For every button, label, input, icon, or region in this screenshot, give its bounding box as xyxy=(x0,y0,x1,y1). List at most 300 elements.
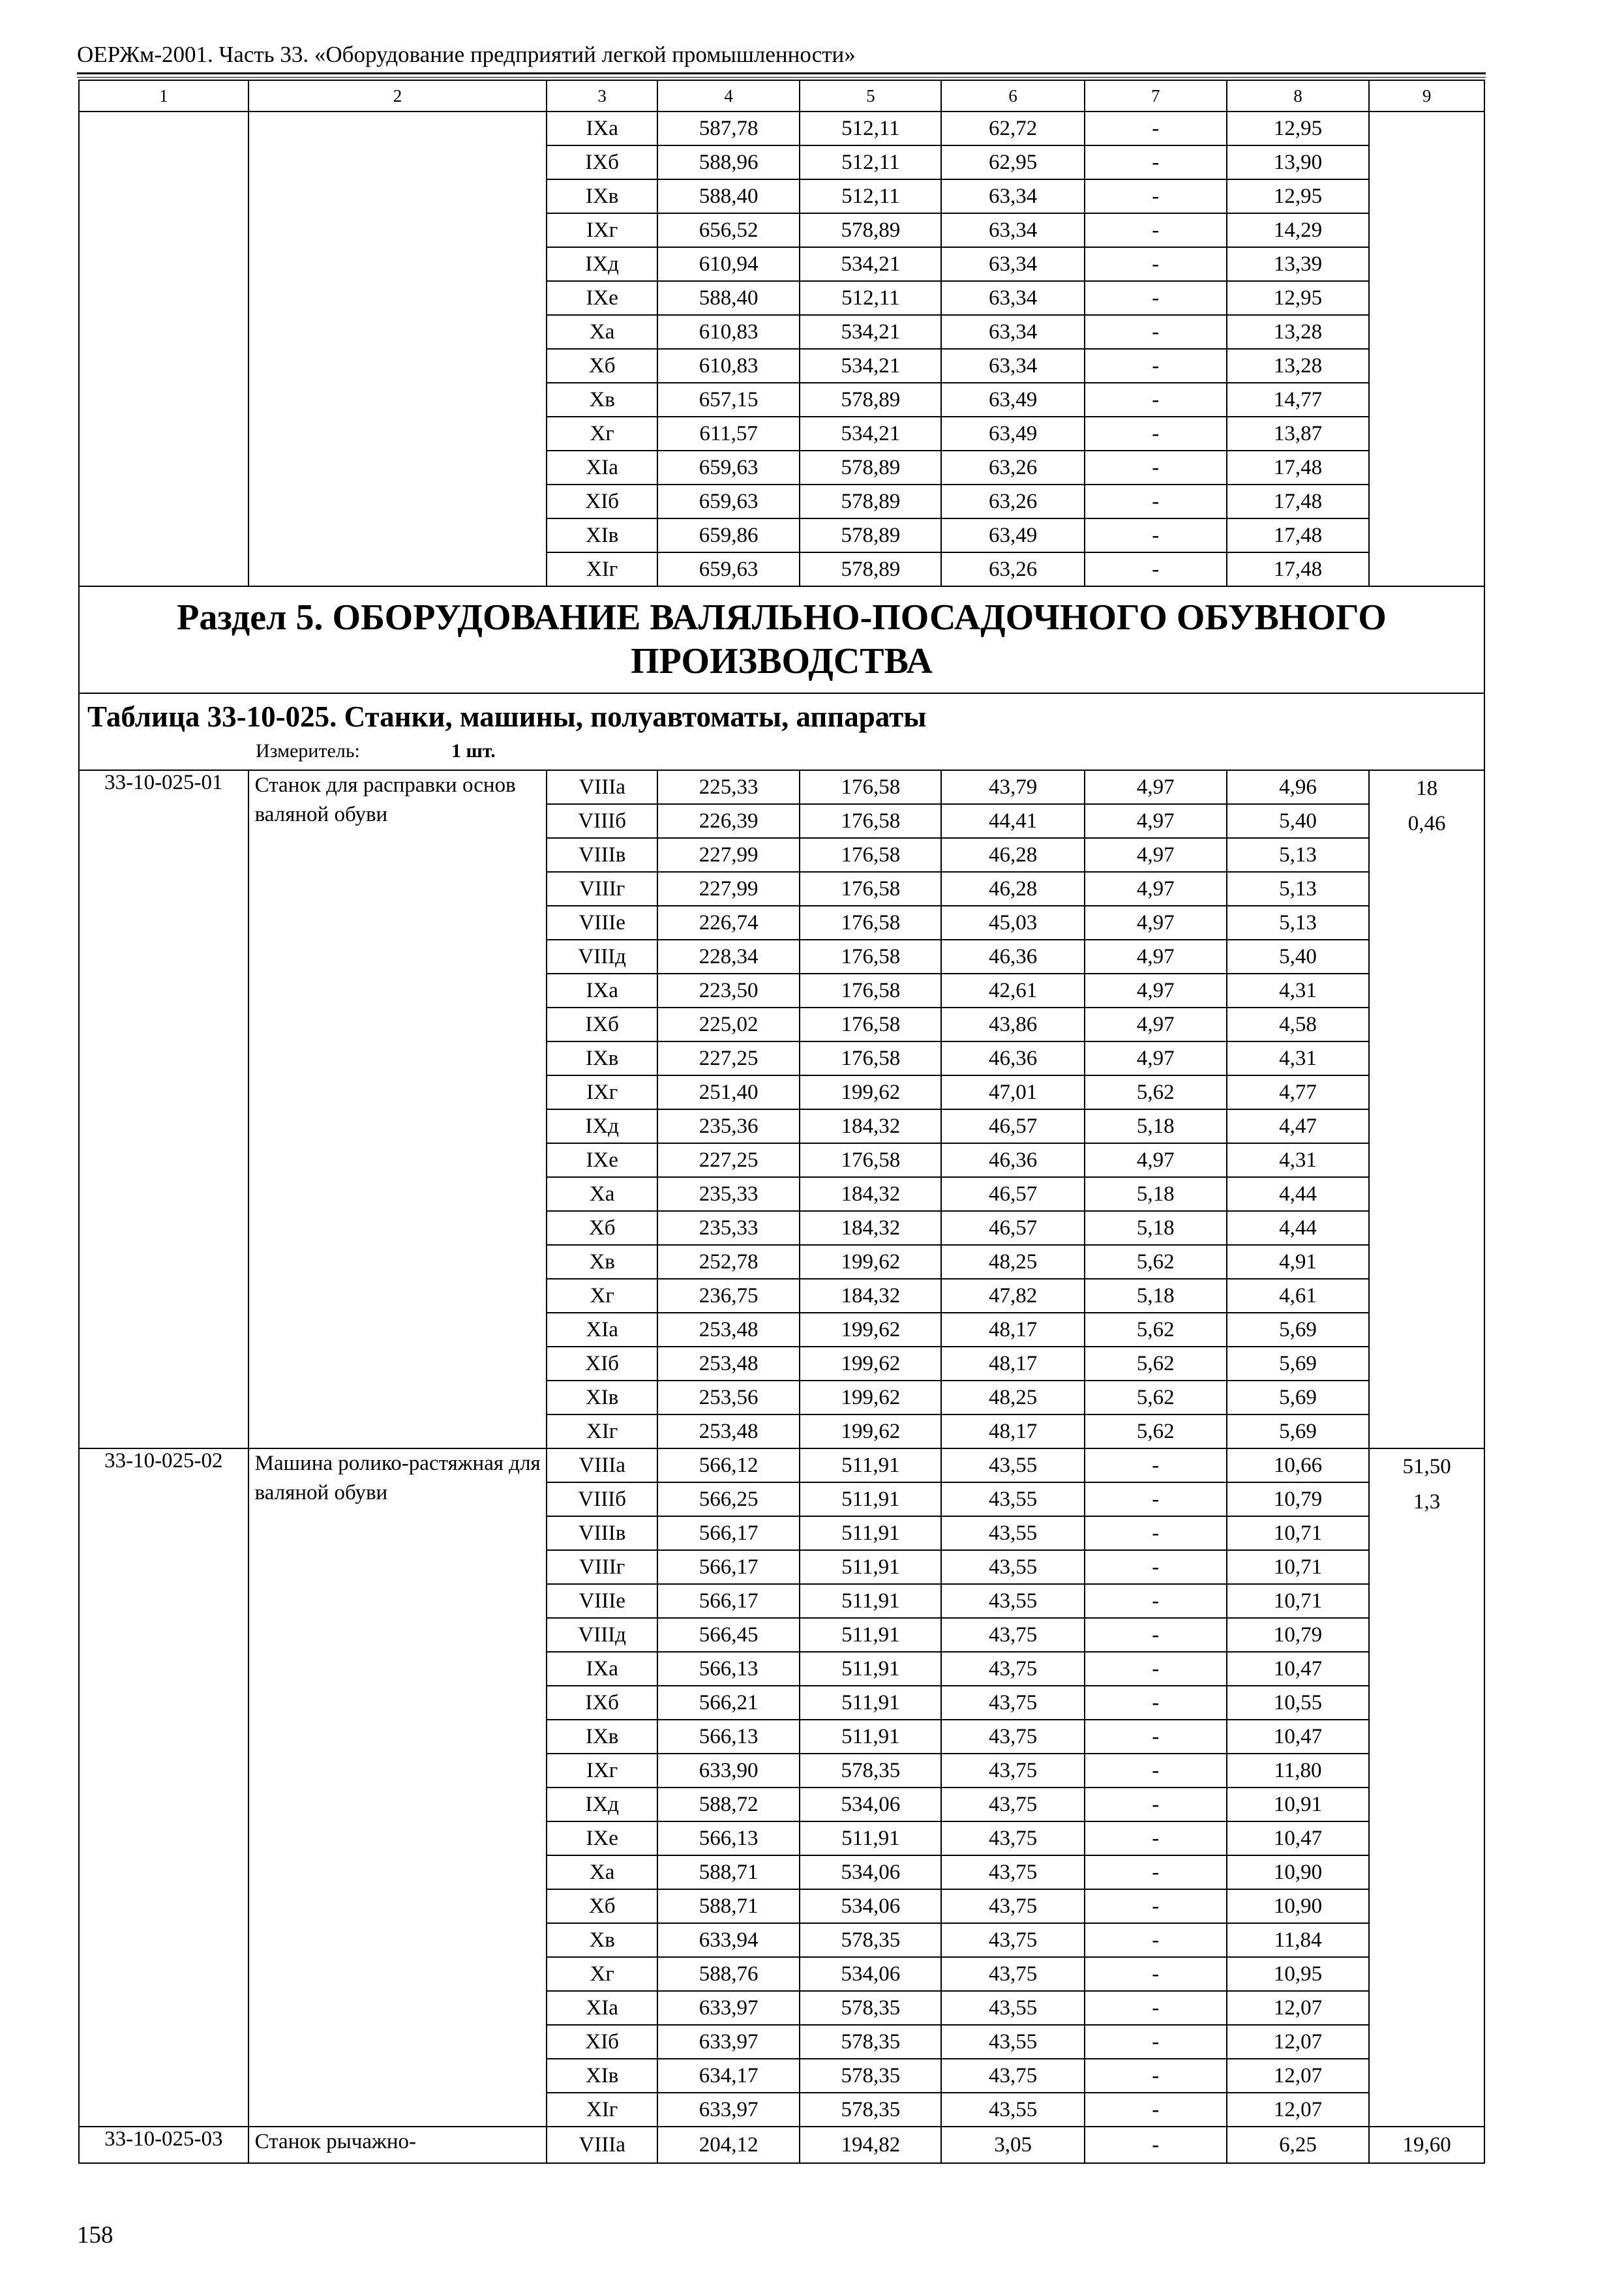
data-cell: - xyxy=(1085,552,1227,586)
data-cell: 225,02 xyxy=(657,1008,800,1041)
data-cell: 634,17 xyxy=(657,2059,800,2093)
data-cell: - xyxy=(1085,2093,1227,2127)
table-row xyxy=(79,1448,1484,1482)
data-cell: 4,97 xyxy=(1085,940,1227,974)
data-cell: 588,71 xyxy=(657,1889,800,1923)
data-cell: 43,75 xyxy=(941,1720,1084,1754)
col9-cell xyxy=(1369,770,1484,1448)
data-cell: 176,58 xyxy=(800,838,941,872)
data-cell: VIIIб xyxy=(547,804,657,838)
data-cell: - xyxy=(1085,1720,1227,1754)
data-cell: IXв xyxy=(547,179,657,213)
data-cell: 566,12 xyxy=(657,1448,800,1482)
data-cell: 610,83 xyxy=(657,349,800,383)
data-cell: XIг xyxy=(547,2093,657,2127)
column-number: 1 xyxy=(79,80,248,112)
data-cell: 511,91 xyxy=(800,1584,941,1618)
item-name: Машина ролико-растяжная для валяной обуви xyxy=(248,1448,547,2127)
data-cell: IXа xyxy=(547,112,657,145)
data-cell: 4,31 xyxy=(1227,974,1369,1008)
column-number: 5 xyxy=(800,80,941,112)
data-cell: - xyxy=(1085,1652,1227,1686)
data-cell: 253,48 xyxy=(657,1313,800,1347)
data-cell: - xyxy=(1085,315,1227,349)
data-cell: 4,61 xyxy=(1227,1279,1369,1313)
data-cell: 43,75 xyxy=(941,2059,1084,2093)
data-cell: XIб xyxy=(547,485,657,518)
data-cell: 14,77 xyxy=(1227,383,1369,417)
data-cell: 10,90 xyxy=(1227,1889,1369,1923)
data-cell: 46,36 xyxy=(941,1041,1084,1075)
data-cell: 659,63 xyxy=(657,451,800,485)
data-cell: XIв xyxy=(547,2059,657,2093)
data-cell: 534,21 xyxy=(800,315,941,349)
data-cell: 43,55 xyxy=(941,2093,1084,2127)
page-number: 158 xyxy=(77,2222,113,2249)
item-name: Станок для расправки основ валяной обуви xyxy=(248,770,547,1448)
data-cell: IXб xyxy=(547,1008,657,1041)
table-title-cell xyxy=(79,693,1484,770)
data-cell: 43,75 xyxy=(941,1957,1084,1991)
data-cell: 10,47 xyxy=(1227,1720,1369,1754)
col9-cell xyxy=(1369,2127,1484,2163)
item-code: 33-10-025-03 xyxy=(79,2127,248,2163)
data-cell: 6,25 xyxy=(1227,2127,1369,2163)
data-cell: Xб xyxy=(547,349,657,383)
data-cell: 566,13 xyxy=(657,1821,800,1855)
column-number: 2 xyxy=(248,80,547,112)
data-cell: 511,91 xyxy=(800,1448,941,1482)
data-cell: 12,95 xyxy=(1227,179,1369,213)
data-cell: 10,47 xyxy=(1227,1821,1369,1855)
data-cell: - xyxy=(1085,112,1227,145)
data-cell: 199,62 xyxy=(800,1245,941,1279)
data-cell: 4,31 xyxy=(1227,1143,1369,1177)
column-number: 4 xyxy=(657,80,800,112)
data-cell: 578,89 xyxy=(800,451,941,485)
data-cell: 4,97 xyxy=(1085,1008,1227,1041)
data-cell: Xв xyxy=(547,1245,657,1279)
data-cell: 17,48 xyxy=(1227,552,1369,586)
data-cell: 10,90 xyxy=(1227,1855,1369,1889)
data-cell: 610,83 xyxy=(657,315,800,349)
data-cell: 659,86 xyxy=(657,518,800,552)
data-cell: - xyxy=(1085,1448,1227,1482)
section-title: Раздел 5. ОБОРУДОВАНИЕ ВАЛЯЛЬНО-ПОСАДОЧНОГО ОБУВНОГО ПРОИЗВОДСТВА xyxy=(79,586,1484,693)
data-cell: 43,55 xyxy=(941,1516,1084,1550)
data-cell: XIг xyxy=(547,1414,657,1448)
data-cell: 63,49 xyxy=(941,417,1084,451)
data-cell: 43,75 xyxy=(941,1821,1084,1855)
data-cell: 512,11 xyxy=(800,179,941,213)
col9-value: 19,60 xyxy=(1402,2133,1451,2157)
data-cell: 253,48 xyxy=(657,1347,800,1381)
data-cell: 578,35 xyxy=(800,2093,941,2127)
data-cell: - xyxy=(1085,1991,1227,2025)
data-cell: 5,69 xyxy=(1227,1381,1369,1414)
data-cell: 43,75 xyxy=(941,1923,1084,1957)
data-cell: Xв xyxy=(547,383,657,417)
data-cell: 63,34 xyxy=(941,315,1084,349)
data-cell: 43,75 xyxy=(941,1754,1084,1788)
data-cell: - xyxy=(1085,247,1227,281)
data-cell: 534,06 xyxy=(800,1957,941,1991)
data-cell: 17,48 xyxy=(1227,518,1369,552)
data-cell: 11,84 xyxy=(1227,1923,1369,1957)
data-cell: 13,39 xyxy=(1227,247,1369,281)
data-cell: 176,58 xyxy=(800,1008,941,1041)
data-cell: 13,28 xyxy=(1227,349,1369,383)
data-cell: 43,55 xyxy=(941,2025,1084,2059)
data-cell: 588,71 xyxy=(657,1855,800,1889)
data-cell: 253,48 xyxy=(657,1414,800,1448)
data-cell: 17,48 xyxy=(1227,485,1369,518)
data-cell: 5,62 xyxy=(1085,1075,1227,1109)
data-cell: VIIIг xyxy=(547,1550,657,1584)
data-cell: 5,18 xyxy=(1085,1109,1227,1143)
column-number: 7 xyxy=(1085,80,1227,112)
data-cell: 184,32 xyxy=(800,1211,941,1245)
data-cell: - xyxy=(1085,1482,1227,1516)
measure-value: 1 шт. xyxy=(451,740,496,762)
data-cell: IXа xyxy=(547,1652,657,1686)
data-cell: 511,91 xyxy=(800,1482,941,1516)
data-cell: - xyxy=(1085,2025,1227,2059)
data-cell: Xа xyxy=(547,1177,657,1211)
data-cell: 588,76 xyxy=(657,1957,800,1991)
data-cell: 46,36 xyxy=(941,1143,1084,1177)
data-cell: IXв xyxy=(547,1041,657,1075)
data-cell: VIIIд xyxy=(547,1618,657,1652)
data-cell: 228,34 xyxy=(657,940,800,974)
data-cell: 578,35 xyxy=(800,2025,941,2059)
data-cell: 511,91 xyxy=(800,1686,941,1720)
data-cell: 184,32 xyxy=(800,1109,941,1143)
data-cell: - xyxy=(1085,485,1227,518)
data-cell: 252,78 xyxy=(657,1245,800,1279)
data-cell: 10,91 xyxy=(1227,1788,1369,1821)
table-row xyxy=(79,770,1484,804)
data-cell: - xyxy=(1085,179,1227,213)
column-number: 6 xyxy=(941,80,1084,112)
data-cell: 5,40 xyxy=(1227,940,1369,974)
data-cell: 63,34 xyxy=(941,281,1084,315)
table-row xyxy=(79,2127,1484,2163)
data-cell: 13,28 xyxy=(1227,315,1369,349)
data-cell: 46,28 xyxy=(941,872,1084,906)
data-cell: 43,79 xyxy=(941,770,1084,804)
col9-cell xyxy=(1369,1448,1484,2127)
running-header: ОЕРЖм-2001. Часть 33. «Оборудование предприятий легкой промышленности» xyxy=(77,42,856,67)
data-cell: 199,62 xyxy=(800,1313,941,1347)
data-cell: 5,62 xyxy=(1085,1245,1227,1279)
header-rule-thin xyxy=(77,77,1486,78)
data-cell: 511,91 xyxy=(800,1821,941,1855)
data-cell: 227,25 xyxy=(657,1143,800,1177)
data-cell: - xyxy=(1085,281,1227,315)
data-cell: 223,50 xyxy=(657,974,800,1008)
data-cell: 43,75 xyxy=(941,1686,1084,1720)
data-cell: 63,49 xyxy=(941,383,1084,417)
data-cell: 578,35 xyxy=(800,2059,941,2093)
data-cell: 3,05 xyxy=(941,2127,1084,2163)
data-cell: VIIIг xyxy=(547,872,657,906)
data-cell: 43,55 xyxy=(941,1991,1084,2025)
data-cell: IXг xyxy=(547,1075,657,1109)
data-cell: XIб xyxy=(547,1347,657,1381)
data-cell: 588,96 xyxy=(657,145,800,179)
data-cell: 199,62 xyxy=(800,1381,941,1414)
data-cell: 4,97 xyxy=(1085,872,1227,906)
header-rule-thick xyxy=(77,72,1486,74)
data-cell: Xг xyxy=(547,1279,657,1313)
column-number-row xyxy=(79,80,1484,112)
data-cell: 578,89 xyxy=(800,518,941,552)
data-cell: 566,13 xyxy=(657,1720,800,1754)
data-cell: 633,97 xyxy=(657,2025,800,2059)
code-cell xyxy=(79,112,248,586)
data-cell: 176,58 xyxy=(800,906,941,940)
data-cell: - xyxy=(1085,417,1227,451)
data-cell: 43,86 xyxy=(941,1008,1084,1041)
data-cell: 4,97 xyxy=(1085,1143,1227,1177)
data-cell: - xyxy=(1085,349,1227,383)
data-cell: 12,95 xyxy=(1227,112,1369,145)
data-cell: 5,62 xyxy=(1085,1414,1227,1448)
data-cell: XIа xyxy=(547,451,657,485)
rates-table xyxy=(78,80,1485,2164)
data-cell: 5,62 xyxy=(1085,1313,1227,1347)
data-cell: 4,96 xyxy=(1227,770,1369,804)
data-cell: 4,91 xyxy=(1227,1245,1369,1279)
data-cell: 4,97 xyxy=(1085,804,1227,838)
data-cell: 13,87 xyxy=(1227,417,1369,451)
data-cell: - xyxy=(1085,1855,1227,1889)
data-cell: 194,82 xyxy=(800,2127,941,2163)
data-cell: 5,69 xyxy=(1227,1414,1369,1448)
data-cell: 47,01 xyxy=(941,1075,1084,1109)
data-cell: 588,72 xyxy=(657,1788,800,1821)
data-cell: 512,11 xyxy=(800,281,941,315)
col9-value: 0,46 xyxy=(1407,812,1446,835)
data-cell: 588,40 xyxy=(657,179,800,213)
data-cell: 48,17 xyxy=(941,1313,1084,1347)
data-cell: - xyxy=(1085,1957,1227,1991)
data-cell: 610,94 xyxy=(657,247,800,281)
table-title-row xyxy=(79,693,1484,770)
data-cell: Xа xyxy=(547,315,657,349)
column-number: 8 xyxy=(1227,80,1369,112)
data-cell: 4,47 xyxy=(1227,1109,1369,1143)
data-cell: 511,91 xyxy=(800,1550,941,1584)
data-cell: 578,89 xyxy=(800,383,941,417)
data-cell: - xyxy=(1085,1618,1227,1652)
data-cell: VIIIа xyxy=(547,1448,657,1482)
data-cell: IXа xyxy=(547,974,657,1008)
data-cell: 566,21 xyxy=(657,1686,800,1720)
data-cell: - xyxy=(1085,1821,1227,1855)
data-cell: Xб xyxy=(547,1889,657,1923)
data-cell: 184,32 xyxy=(800,1279,941,1313)
data-cell: 578,35 xyxy=(800,1923,941,1957)
data-cell: 657,15 xyxy=(657,383,800,417)
data-cell: - xyxy=(1085,1550,1227,1584)
data-cell: Xб xyxy=(547,1211,657,1245)
data-cell: 13,90 xyxy=(1227,145,1369,179)
name-cell xyxy=(248,112,547,586)
data-cell: 176,58 xyxy=(800,1143,941,1177)
data-cell: VIIIд xyxy=(547,940,657,974)
data-cell: - xyxy=(1085,1754,1227,1788)
data-cell: IXб xyxy=(547,145,657,179)
data-cell: 5,13 xyxy=(1227,838,1369,872)
item-code: 33-10-025-01 xyxy=(79,770,248,1448)
data-cell: XIа xyxy=(547,1991,657,2025)
col9-cell xyxy=(1369,112,1484,586)
data-cell: 4,97 xyxy=(1085,1041,1227,1075)
data-cell: IXе xyxy=(547,281,657,315)
data-cell: 63,26 xyxy=(941,552,1084,586)
data-cell: 10,47 xyxy=(1227,1652,1369,1686)
data-cell: 511,91 xyxy=(800,1652,941,1686)
data-cell: 4,97 xyxy=(1085,974,1227,1008)
data-cell: 176,58 xyxy=(800,1041,941,1075)
data-cell: 176,58 xyxy=(800,940,941,974)
data-cell: VIIIв xyxy=(547,1516,657,1550)
data-cell: 227,99 xyxy=(657,872,800,906)
column-number: 9 xyxy=(1369,80,1484,112)
section-row xyxy=(79,586,1484,693)
data-cell: 226,74 xyxy=(657,906,800,940)
data-cell: - xyxy=(1085,1686,1227,1720)
data-cell: 511,91 xyxy=(800,1618,941,1652)
data-cell: 10,66 xyxy=(1227,1448,1369,1482)
data-cell: 534,06 xyxy=(800,1889,941,1923)
data-cell: 10,79 xyxy=(1227,1618,1369,1652)
data-cell: 63,26 xyxy=(941,451,1084,485)
data-cell: Xг xyxy=(547,1957,657,1991)
data-cell: 4,44 xyxy=(1227,1211,1369,1245)
data-cell: 4,31 xyxy=(1227,1041,1369,1075)
data-cell: - xyxy=(1085,383,1227,417)
data-cell: - xyxy=(1085,518,1227,552)
data-cell: 12,95 xyxy=(1227,281,1369,315)
data-cell: 43,55 xyxy=(941,1550,1084,1584)
data-cell: 63,49 xyxy=(941,518,1084,552)
data-cell: 5,40 xyxy=(1227,804,1369,838)
data-cell: 588,40 xyxy=(657,281,800,315)
data-cell: Xа xyxy=(547,1855,657,1889)
data-cell: 12,07 xyxy=(1227,2059,1369,2093)
data-cell: VIIIа xyxy=(547,770,657,804)
data-cell: IXд xyxy=(547,1109,657,1143)
data-cell: 566,13 xyxy=(657,1652,800,1686)
data-cell: 566,45 xyxy=(657,1618,800,1652)
data-cell: 633,97 xyxy=(657,1991,800,2025)
data-cell: 534,06 xyxy=(800,1855,941,1889)
data-cell: 62,72 xyxy=(941,112,1084,145)
data-cell: 5,62 xyxy=(1085,1381,1227,1414)
data-cell: Xв xyxy=(547,1923,657,1957)
data-cell: 204,12 xyxy=(657,2127,800,2163)
col9-value: 18 xyxy=(1416,777,1438,800)
data-cell: 12,07 xyxy=(1227,2093,1369,2127)
data-cell: 566,17 xyxy=(657,1584,800,1618)
data-cell: VIIIб xyxy=(547,1482,657,1516)
data-cell: XIа xyxy=(547,1313,657,1347)
data-cell: 10,95 xyxy=(1227,1957,1369,1991)
data-cell: IXг xyxy=(547,1754,657,1788)
data-cell: 578,89 xyxy=(800,213,941,247)
data-cell: 566,17 xyxy=(657,1550,800,1584)
measure-label: Измеритель: xyxy=(256,740,360,762)
data-cell: 5,69 xyxy=(1227,1313,1369,1347)
data-cell: Xг xyxy=(547,417,657,451)
data-cell: - xyxy=(1085,451,1227,485)
data-cell: 48,17 xyxy=(941,1414,1084,1448)
data-cell: - xyxy=(1085,2127,1227,2163)
data-cell: 47,82 xyxy=(941,1279,1084,1313)
data-cell: 10,71 xyxy=(1227,1584,1369,1618)
data-cell: 176,58 xyxy=(800,770,941,804)
col9-value: 1,3 xyxy=(1413,1490,1441,1514)
data-cell: IXе xyxy=(547,1821,657,1855)
data-cell: 253,56 xyxy=(657,1381,800,1414)
data-cell: XIв xyxy=(547,1381,657,1414)
data-cell: 10,71 xyxy=(1227,1516,1369,1550)
data-cell: 235,33 xyxy=(657,1177,800,1211)
data-cell: 48,25 xyxy=(941,1381,1084,1414)
data-cell: 176,58 xyxy=(800,804,941,838)
data-cell: 5,62 xyxy=(1085,1347,1227,1381)
data-cell: 14,29 xyxy=(1227,213,1369,247)
data-cell: 63,34 xyxy=(941,247,1084,281)
data-cell: 236,75 xyxy=(657,1279,800,1313)
data-cell: 62,95 xyxy=(941,145,1084,179)
data-cell: IXд xyxy=(547,1788,657,1821)
data-cell: 12,07 xyxy=(1227,1991,1369,2025)
data-cell: 17,48 xyxy=(1227,451,1369,485)
data-cell: 512,11 xyxy=(800,112,941,145)
data-cell: 176,58 xyxy=(800,872,941,906)
data-cell: 43,55 xyxy=(941,1584,1084,1618)
data-cell: 578,89 xyxy=(800,552,941,586)
item-name: Станок рычажно- xyxy=(248,2127,547,2163)
data-cell: XIв xyxy=(547,518,657,552)
data-cell: IXг xyxy=(547,213,657,247)
data-cell: 4,97 xyxy=(1085,906,1227,940)
data-cell: 42,61 xyxy=(941,974,1084,1008)
data-cell: - xyxy=(1085,1516,1227,1550)
data-cell: 184,32 xyxy=(800,1177,941,1211)
data-cell: 5,18 xyxy=(1085,1279,1227,1313)
data-cell: 43,75 xyxy=(941,1788,1084,1821)
data-cell: 578,35 xyxy=(800,1754,941,1788)
data-cell: 43,75 xyxy=(941,1855,1084,1889)
data-cell: 512,11 xyxy=(800,145,941,179)
data-cell: 4,97 xyxy=(1085,838,1227,872)
data-cell: 43,75 xyxy=(941,1889,1084,1923)
data-cell: 633,97 xyxy=(657,2093,800,2127)
data-cell: VIIIе xyxy=(547,906,657,940)
data-cell: 534,21 xyxy=(800,417,941,451)
data-cell: VIIIв xyxy=(547,838,657,872)
data-cell: 10,71 xyxy=(1227,1550,1369,1584)
data-cell: 48,25 xyxy=(941,1245,1084,1279)
data-cell: 587,78 xyxy=(657,112,800,145)
data-cell: IXд xyxy=(547,247,657,281)
data-cell: IXб xyxy=(547,1686,657,1720)
